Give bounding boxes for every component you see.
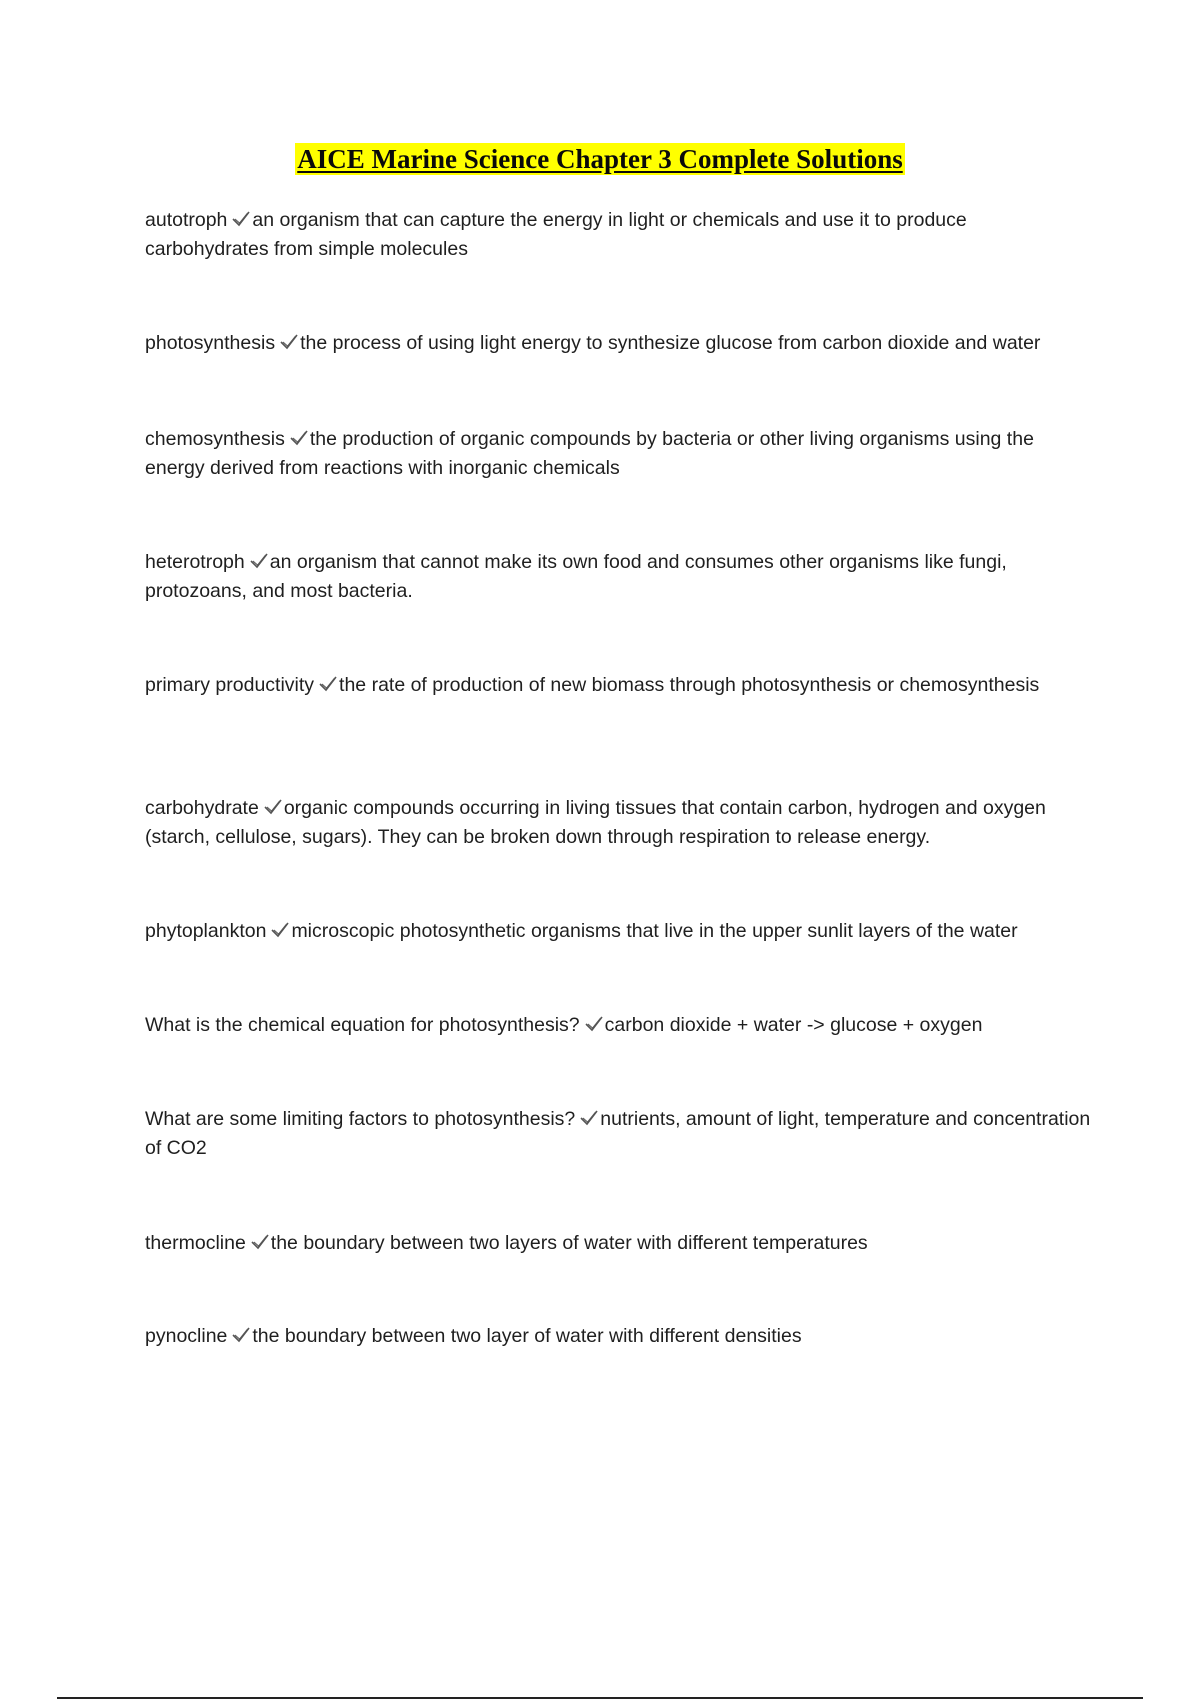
check-icon (289, 429, 309, 447)
check-icon (231, 1326, 251, 1344)
check-icon (318, 675, 338, 693)
entry-definition: microscopic photosynthetic organisms that live in the upper sunlit layers of the water (291, 920, 1018, 942)
entry-definition: the production of organic compounds by bacteria or other living organisms using the energy derived from reactions with inorganic chemicals (145, 428, 1034, 479)
check-icon (579, 1109, 599, 1127)
check-icon (250, 1233, 270, 1251)
entry-carbohydrate (145, 794, 1095, 852)
entry-primary-productivity (145, 671, 1095, 700)
entry-term: phytoplankton (145, 920, 267, 942)
entry-thermocline (145, 1229, 1095, 1258)
entry-definition: an organism that cannot make its own food and consumes other organisms like fungi, protozoans, and most bacteria. (145, 551, 1007, 602)
entry-photosynthesis-equation (145, 1011, 1095, 1040)
entry-definition: organic compounds occurring in living tissues that contain carbon, hydrogen and oxygen (starch, cellulose, sugars). They can be broken down through respiration to release energy. (145, 797, 1046, 848)
check-icon (231, 210, 251, 228)
entry-definition: an organism that can capture the energy in light or chemicals and use it to produce carbohydrates from simple molecules (145, 209, 967, 260)
entry-autotroph (145, 206, 1095, 264)
entry-term: thermocline (145, 1232, 246, 1254)
entry-term: pynocline (145, 1325, 228, 1347)
entry-term: primary productivity (145, 674, 315, 696)
entry-term: photosynthesis (145, 332, 276, 354)
entry-term: carbohydrate (145, 797, 259, 819)
page-title: AICE Marine Science Chapter 3 Complete Solutions (297, 144, 903, 174)
entry-photosynthesis (145, 329, 1095, 358)
entry-limiting-factors (145, 1105, 1095, 1163)
entry-term: heterotroph (145, 551, 245, 573)
entry-pynocline (145, 1322, 1095, 1351)
entry-term: What are some limiting factors to photosynthesis? (145, 1108, 576, 1130)
footer-divider (57, 1697, 1143, 1699)
entry-chemosynthesis (145, 425, 1095, 483)
entry-definition: the rate of production of new biomass through photosynthesis or chemosynthesis (339, 674, 1040, 696)
entry-phytoplankton (145, 917, 1095, 946)
entry-definition: carbon dioxide + water -> glucose + oxygen (604, 1014, 983, 1036)
check-icon (263, 798, 283, 816)
title-container (0, 143, 1200, 175)
entry-heterotroph (145, 548, 1095, 606)
entry-definition: the boundary between two layer of water with different densities (252, 1325, 802, 1347)
entry-term: autotroph (145, 209, 228, 231)
entry-definition: the process of using light energy to synthesize glucose from carbon dioxide and water (300, 332, 1041, 354)
check-icon (249, 552, 269, 570)
entry-term: What is the chemical equation for photosynthesis? (145, 1014, 580, 1036)
check-icon (584, 1015, 604, 1033)
entry-term: chemosynthesis (145, 428, 285, 450)
check-icon (270, 921, 290, 939)
entry-definition: the boundary between two layers of water with different temperatures (270, 1232, 868, 1254)
entry-definition: nutrients, amount of light, temperature and concentration of CO2 (145, 1108, 1091, 1159)
check-icon (279, 333, 299, 351)
